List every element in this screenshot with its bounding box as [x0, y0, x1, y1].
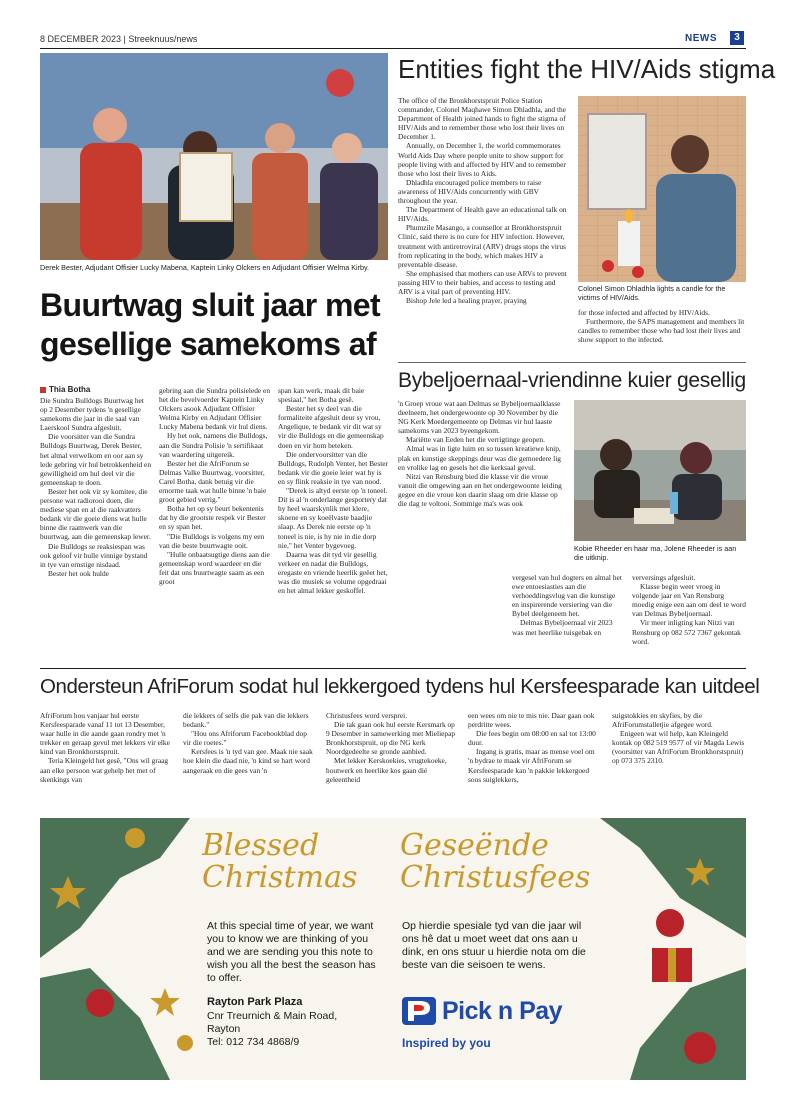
paragraph: Annually, on December 1, the world commemorates World Aids Day where people unite to show support for people living with and affected by HIV and to remember those who lost their lives to Aids.	[398, 141, 566, 178]
hiv-body-continued	[578, 308, 748, 344]
paragraph: Christusfees word versprei.	[326, 711, 408, 720]
advert-af-title-1: Geseënde	[400, 828, 549, 863]
pick-n-pay-logo	[402, 993, 578, 1029]
paragraph: Klasse begin weer vroeg in volgende jaar en Van Rensburg moedig enige een aan om deel te word van Delmas Bybeljoernaal.	[632, 582, 746, 619]
hiv-headline: Entities fight the HIV/Aids stigma	[398, 54, 776, 84]
paragraph: "Hulle onbaatsugtige diens aan die gemeenskap word waardeer en die feit dat ons buurtwagte saam as een groot	[159, 549, 270, 586]
bybel-photo-caption: Kobie Rheeder en haar ma, Jolene Rheeder is aan die uitknip.	[574, 544, 737, 562]
buurtwag-column-3	[278, 386, 390, 595]
paragraph: vergesel van hul dogters en almal het ewe entoesiasties aan die verhoeddingsvlug van die kunstige en inspirerende versiering van die Bybel deelgeneem het.	[512, 573, 622, 619]
buurtwag-column-1	[40, 396, 152, 578]
brand-wordmark: Pick n Pay	[442, 997, 563, 1025]
section-label: NEWS	[685, 33, 717, 44]
paragraph: Bishop Jele led a healing prayer, praying	[406, 296, 527, 306]
paragraph: Nitzi van Rensburg bied die klasse vir die vroue vanuit die omgewing aan en het ondergewoonte leiding gegee en die vroue kon daarin slaag om drie klasse op die dag te voltooi. Sommige ma's was ook	[398, 471, 562, 509]
afriforum-column-3	[326, 711, 456, 784]
paragraph: Hy het ook, namens die Bulldogs, aan die Sundra Polisie 'n sertifikaat van waardering uitgereik.	[159, 431, 268, 459]
buurtwag-photo-caption: Derek Bester, Adjudant Offisier Lucky Mabena, Kaptein Linky Olckers en Adjudant Offisier Welma Kirby.	[40, 263, 370, 272]
hiv-photo	[578, 96, 746, 282]
advert-store-name: Rayton Park Plaza	[207, 996, 303, 1008]
advert-address-1: Cnr Treurnich & Main Road,	[207, 1010, 338, 1022]
masthead-rule	[40, 48, 746, 49]
paragraph: verversings afgesluit.	[632, 573, 696, 582]
paragraph: Enigeen wat wil help, kan Kleingeld kontak op 082 519 9577 of vir Magda Lewis (voorsitter van AfriForum Bronkhorstspruit) op 073 375 2310.	[612, 729, 745, 766]
advert-tagline: Inspired by you	[402, 1036, 491, 1050]
paragraph: Die voorsitter van die Sundra Bulldogs Buurtwag, Derek Bester, het almal verwelkom en oor aan sy lede gebring vir hul betrokkenheid en gewilligheid om hul deel vir die gemeenskap te doen.	[40, 432, 152, 487]
paragraph: Die Bulldogs se reaksiespan was ook geloof vir hulle vinnige bystand in tye van ernstige nisdaad.	[40, 541, 148, 569]
afriforum-top-rule	[40, 668, 746, 669]
advert-telephone: Tel: 012 734 4868/9	[207, 1036, 300, 1048]
paragraph: Die fees begin om 08:00 en sal tot 13:00 duur.	[468, 729, 596, 748]
paragraph: She emphasised that mothers can use ARVs to prevent passing HIV to their babies, and access to testing and ARV is a vital part of preventing HIV.	[398, 268, 567, 296]
paragraph: Bester het ook hulde	[48, 568, 109, 578]
advert-address-2: Rayton	[207, 1023, 241, 1035]
paragraph: Bester het ook vir sy komitee, die persone wat radiorooi doen, die mediese span en al die raakvatters bedank vir die goeie diens wat hulle binne die raamwerk van die buurtwag, aan die gemeenskap lewer.	[40, 486, 151, 542]
paragraph: gebring aan die Sundra polisielede en het die bevelvoerder Kaptein Linky Olckers asook Adjudant Offisier Welma Kirby en Adjudant Offisier Lucky Mabena bedank vir hul diens.	[159, 386, 271, 432]
paragraph: Die ondervoorsitter van die Bulldogs, Rudolph Venter, het Bester bedank vir die goeie leier wat hy is en sy flink reaksie in tye van nood.	[278, 449, 389, 486]
paragraph: Die Sundra Bulldogs Buurtwag het op 2 Desember tydens 'n gesellige samekoms die jaar in die saal van Laerskool Sundra afgesluit.	[40, 396, 144, 433]
paragraph: The Department of Health gave an educational talk on HIV/Aids.	[398, 205, 567, 224]
paragraph: Mariëtte van Eeden het die verrigtinge geopen.	[406, 435, 545, 445]
paragraph: "Derek is altyd eerste op 'n toneel. Dit is al 'n onderlange gesportery dat hy heel waarskynlik met klere, skoene en sy koeëlvaste baadjie slaap. As Derek nie eerste op 'n toneel is nie, is hy nie in die dorp nie," het Venter bygevoeg.	[278, 486, 388, 550]
paragraph: een wees om nie te mis nie. Daar gaan ook perdritte wees.	[468, 711, 595, 730]
paragraph: Botha het op sy beurt bekentenis dat hy die grootste respek vir Bester en sy span het.	[159, 504, 266, 532]
bybel-column-3	[632, 573, 746, 646]
advert-decor	[40, 818, 746, 1080]
paragraph: Daarna was dit tyd vir gesellig verkeer en nadat die Bulldogs, eregaste en vriende heerlik geëet het, was die musiek se volume opgedraai en het almal lekker geskoffel.	[278, 549, 388, 596]
byline	[40, 385, 90, 394]
paragraph: suigstokkies en skyfies, by die AfriForumstalletjie afgegee word.	[612, 711, 713, 730]
christmas-advert	[40, 818, 746, 1080]
paragraph: Met lekker Kerskoekies, vrugtekoeke, houtwerk en heerlike kos gaan dié geleentheid	[326, 756, 447, 784]
hiv-body	[398, 96, 568, 305]
byline-name: Thia Botha	[49, 385, 91, 394]
paragraph: Teria Kleingeld het gesê, "Ons wil graag aan elke persoon wat gehelp het met of skenkings van	[40, 756, 169, 784]
advert-af-message: Op hierdie spesiale tyd van die jaar wil ons hê dat u moet weet dat ons aan u dink, en ons stuur u hierdie nota om die beste van die seisoen te wens.	[402, 920, 586, 971]
paragraph: 'n Groep vroue wat aan Delmas se Bybeljoernaalklasse deelneem, het ondergewoonte op 30 November by die NG Kerk Moedergemeente op Delmas vir hul laaste samekoms van 2023 byeengekom.	[398, 399, 561, 436]
paragraph: Ingang is gratis, maar as mense voel om 'n bydrae te maak vir AfriForum se Kersfeesparade kan 'n pakkie lekkergoed soos suiglekkers,	[468, 747, 595, 784]
buurtwag-column-2	[159, 386, 271, 586]
paragraph: for those infected and affected by HIV/Aids.	[578, 308, 710, 317]
paragraph: Almal was in ligte luim en so tussen kreatiewe knip, plak en kunstige skeppings deur was die gemoedere lig en vrolike lag en gesels het die kerksaal gevul.	[398, 444, 561, 472]
afriforum-column-5	[612, 711, 746, 766]
paragraph: Delmas Bybeljoernaal vir 2023 was met heerlike tuisgebak en	[512, 618, 613, 637]
advert-en-title-1: Blessed	[202, 828, 320, 863]
advert-en-title-2: Christmas	[202, 860, 358, 895]
buurtwag-photo	[40, 53, 388, 260]
paragraph: die lekkers of selfs die pak van die lekkers bedank."	[183, 711, 309, 730]
paragraph: Kersfees is 'n tyd van gee. Maak nie saak hoe klein die daad nie, 'n kind se hart word aangeraak en die gees van 'n	[183, 747, 313, 775]
paragraph: "Hou ons Afriforum Facebookblad dop vir die roetes."	[183, 729, 307, 748]
paragraph: Vir meer inligting kan Nitzi van Rensburg op 082 572 7367 gekontak word.	[632, 618, 741, 646]
afriforum-column-4	[468, 711, 600, 784]
byline-marker	[40, 387, 46, 393]
advert-en-message: At this special time of year, we want you to know we are thinking of you and we are sending you this note to wish you all the best the season has to offer.	[207, 920, 376, 984]
bybel-column-2	[512, 573, 624, 637]
paragraph: Bester het sy deel van die formaliteite afgesluit deur sy vrou, Angelique, te bedank vir dit wat sy vir die Bulldogs en die gemeenskap doen en vir hom beteken.	[278, 404, 384, 450]
bybel-column-1	[398, 399, 568, 508]
section-divider	[398, 362, 746, 363]
paragraph: Bester het die AfriForum se Delmas Valke Buurtwag, voorsitter, Carel Botha, dank betuig vir die ernorme taak wat hulle binne 'n baie groot gebied verrig."	[159, 458, 267, 505]
page-number: 3	[730, 31, 744, 45]
afriforum-column-1	[40, 711, 175, 784]
paragraph: span kan werk, maak dit baie spesiaal," het Botha gesê.	[278, 386, 365, 405]
bybel-headline: Bybeljoernaal-vriendinne kuier gesellig	[398, 369, 746, 392]
afriforum-headline: Ondersteun AfriForum sodat hul lekkergoed tydens hul Kersfeesparade kan uitdeel	[40, 675, 760, 698]
hiv-photo-caption: Colonel Simon Dhladhla lights a candle for the victims of HIV/Aids.	[578, 284, 726, 302]
paragraph: Dhladhla encouraged police members to raise awareness of HIV/Aids concurrently with GBV throughout the year.	[398, 177, 542, 206]
paragraph: Die tak gaan ook hul eerste Kersmark op 9 Desember in samewerking met Mieliepap Bronkhorstspruit, op die NG kerk Noordgedeelte se gronde aanbied.	[326, 720, 456, 757]
paragraph: The office of the Bronkhorstspruit Police Station commander, Colonel Maqhawe Simon Dhladhla, and the Department of Health joined hands to fight the stigma of HIV/Aids and to remember those who lost their lives on December 1.	[398, 96, 567, 142]
paragraph: Phumzile Masango, a counsellor at Bronkhorstspruit Clinic, said there is no cure for HIV infection. However, treatment with antiretroviral (ARV) drugs stops the virus from replicating in the body, which makes HIV a preventable disease.	[398, 223, 566, 269]
paragraph: "Die Bulldogs is volgens my een van die beste buurtwagte ooit.	[159, 531, 265, 550]
paragraph: AfriForum hou vanjaar hul eerste Kersfeesparade vanaf 11 tot 13 Desember, waar hulle in die aande gaan rondry met 'n trekker en geraap gevul met lekkers vir elke kind van Bronkhorstspruit.	[40, 711, 170, 757]
advert-af-title-2: Christusfees	[400, 860, 591, 895]
buurtwag-headline: Buurtwag sluit jaar met gesellige samekoms af	[40, 287, 381, 362]
date-section-label: 8 DECEMBER 2023 | Streeknuus/news	[40, 34, 198, 44]
bybel-photo	[574, 400, 746, 541]
paragraph: Furthermore, the SAPS management and members lit candles to remember those who had lost their lives and show support to the infected.	[578, 317, 745, 345]
afriforum-column-2	[183, 711, 313, 775]
